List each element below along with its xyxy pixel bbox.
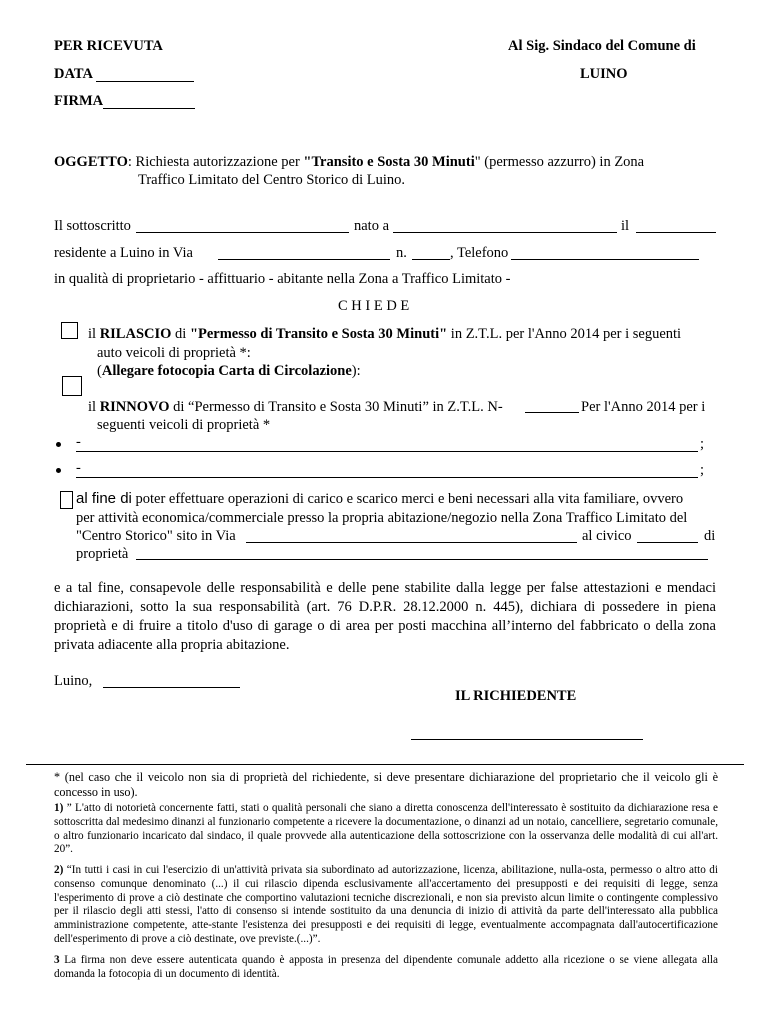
vehicle-lead: - xyxy=(76,460,81,476)
subject-highlight: "Transito e Sosta 30 Minuti xyxy=(303,154,475,170)
renewal-text: di “Permesso di Transito e Sosta 30 Minuti” in Z.T.L. N- xyxy=(169,399,503,415)
release-line2: auto veicoli di proprietà *: xyxy=(97,345,251,361)
place-label: Luino, xyxy=(54,673,93,689)
name-field[interactable] xyxy=(136,232,349,233)
renewal-line2: seguenti veicoli di proprietà * xyxy=(97,417,271,433)
subject-text-part2: " (permesso azzurro) in Zona xyxy=(474,154,645,170)
bullet-icon xyxy=(56,468,61,473)
renewal-line1 xyxy=(88,399,503,416)
vehicle-lead: - xyxy=(76,434,81,450)
born-label: nato a xyxy=(354,218,390,234)
footnote-3-label: 3 xyxy=(54,954,60,966)
release-mid: di xyxy=(171,326,190,342)
vehicle-end: ; xyxy=(700,462,705,478)
attach-close: ): xyxy=(351,363,361,379)
purpose-line1 xyxy=(76,490,683,508)
vehicle-field-2[interactable] xyxy=(76,477,698,478)
release-permit-name: "Permesso di Transito e Sosta 30 Minuti" xyxy=(189,326,448,342)
of-label: di xyxy=(704,528,716,544)
footnote-1-text: ” L'atto di notorietà concernente fatti, stati o qualità personali che siano a diretta conoscenza dell'interessato è sostituito da dichiarazione resa e sottoscritta dal medesimo dinanzi al funzionario competente a ricevere la documentazione, o dinanzi ad un notaio, cancelliere, segretario comunale, o altro funzionario incaricato dal sindaco, il quale provvede alla autenticazione della sottoscrizione con la osservanza delle modalità di cui all'art. 20”. xyxy=(54,802,718,856)
bullet-icon xyxy=(56,442,61,447)
applicant-signature-label: IL RICHIEDENTE xyxy=(455,688,577,704)
attach-open: ( xyxy=(97,363,102,379)
birth-date-label: il xyxy=(621,218,630,234)
vehicle-field-1[interactable] xyxy=(76,451,698,452)
subject-text-part1: : Richiesta autorizzazione per xyxy=(127,154,304,170)
civic-number-field[interactable] xyxy=(637,542,698,543)
release-line1 xyxy=(88,326,681,343)
renewal-suffix: Per l'Anno 2014 per i xyxy=(581,399,706,415)
renewal-checkbox[interactable] xyxy=(62,376,82,396)
declaration-text: e a tal fine, consapevole delle responsabilità e delle pene stabilite dalla legge per false attestazioni e mendaci dichiarazioni, sotto la sua responsabilità (art. 76 D.P.R. 28.12.2000 n. 445), dichiara di possedere in piena proprietà e di fruire a titolo d'uso di garage o di area per posti macchina all’interno del fabbricato o della zona privata adiacente alla propria abitazione. xyxy=(54,580,716,653)
resident-label: residente a Luino in Via xyxy=(54,245,193,261)
renewal-prefix: il xyxy=(88,399,100,415)
release-suffix: in Z.T.L. per l'Anno 2014 per i seguenti xyxy=(447,326,682,342)
civic-label: al civico xyxy=(582,528,632,544)
subject-line2: Traffico Limitato del Centro Storico di Luino. xyxy=(138,172,406,188)
birthplace-field[interactable] xyxy=(393,232,617,233)
footnote-2-label: 2) xyxy=(54,864,64,876)
street-number-field[interactable] xyxy=(412,259,450,260)
attach-instruction: Allegare fotocopia Carta di Circolazione xyxy=(101,363,352,379)
footnote-3-text: La firma non deve essere autenticata quando è apposta in presenza del dipendente comunale addetto alla ricezione o se viene allegata alla domanda la fotocopia di un documento di identità. xyxy=(54,954,718,980)
date-field[interactable] xyxy=(96,81,194,82)
attach-note xyxy=(97,363,361,380)
release-prefix: il xyxy=(88,326,100,342)
subject-line1 xyxy=(54,154,644,171)
star-note: * (nel caso che il veicolo non sia di proprietà del richiedente, si deve presentare dichiarazione del proprietario che il veicolo gli è concesso in uso). xyxy=(54,770,718,799)
street-field[interactable] xyxy=(218,259,390,260)
phone-label: , Telefono xyxy=(450,245,509,261)
purpose-street-field[interactable] xyxy=(246,542,577,543)
footnote-divider xyxy=(26,764,744,765)
subject-label: OGGETTO xyxy=(54,154,128,170)
footnote-3 xyxy=(54,954,718,982)
capacity-text: in qualità di proprietario - affittuario - abitante nella Zona a Traffico Limitato - xyxy=(54,271,511,287)
applicant-signature-field[interactable] xyxy=(411,739,643,740)
release-checkbox[interactable] xyxy=(61,322,78,339)
footnote-2-text: “In tutti i casi in cui l'esercizio di un'attività privata sia subordinato ad autorizzazione, licenza, abilitazione, nulla-osta, permesso o altro atto di consenso comunque denominato (...) il cui rilascio dipenda esclusivamente all'accertamento dei presupposti e dei requisiti di legge, senza l'esperimento di prove a ciò destinate che comportino valutazioni tecniche discrezionali, e non sia previsto alcun limite o contingente complessivo per il rilascio degli atti stessi, l'atto di consenso si intende sostituito da una denuncia di inizio di attività da parte dell'interessato alla pubblica amministrazione competente, atte-stante l'esistenza dei presupposti e dei requisiti di legge, eventualmente accompagnata dall'autocertificazione dell'esperimento di prove a ciò destinate, ove previste.(...)”. xyxy=(54,864,718,945)
release-keyword: RILASCIO xyxy=(99,326,172,342)
footnote-2 xyxy=(54,864,718,947)
signature-label: FIRMA xyxy=(54,93,104,109)
receipt-label: PER RICEVUTA xyxy=(54,38,163,54)
purpose-line2: per attività economica/commerciale presso la propria abitazione/negozio nella Zona Traffico Limitato del xyxy=(76,510,688,526)
number-label: n. xyxy=(396,245,407,261)
birth-date-field[interactable] xyxy=(636,232,716,233)
phone-field[interactable] xyxy=(511,259,699,260)
request-heading: C H I E D E xyxy=(338,298,410,314)
place-date-field[interactable] xyxy=(103,687,240,688)
ownership-field[interactable] xyxy=(136,559,708,560)
date-label: DATA xyxy=(54,66,93,82)
addressee-line1: Al Sig. Sindaco del Comune di xyxy=(508,38,696,54)
renewal-keyword: RINNOVO xyxy=(99,399,170,415)
signature-field[interactable] xyxy=(103,108,195,109)
footnote-1-label: 1) xyxy=(54,802,64,814)
footnote-1 xyxy=(54,802,718,857)
purpose-checkbox[interactable] xyxy=(60,491,73,509)
purpose-line4: proprietà xyxy=(76,546,129,562)
vehicle-end: ; xyxy=(700,436,705,452)
purpose-line3-start: "Centro Storico" sito in Via xyxy=(76,528,236,544)
addressee-line2: LUINO xyxy=(580,66,628,82)
renewal-number-field[interactable] xyxy=(525,412,579,413)
purpose-line1-text: poter effettuare operazioni di carico e scarico merci e beni necessari alla vita familiare, ovvero xyxy=(131,491,684,507)
undersigned-label: Il sottoscritto xyxy=(54,218,131,234)
purpose-prefix: al fine di xyxy=(76,490,132,507)
